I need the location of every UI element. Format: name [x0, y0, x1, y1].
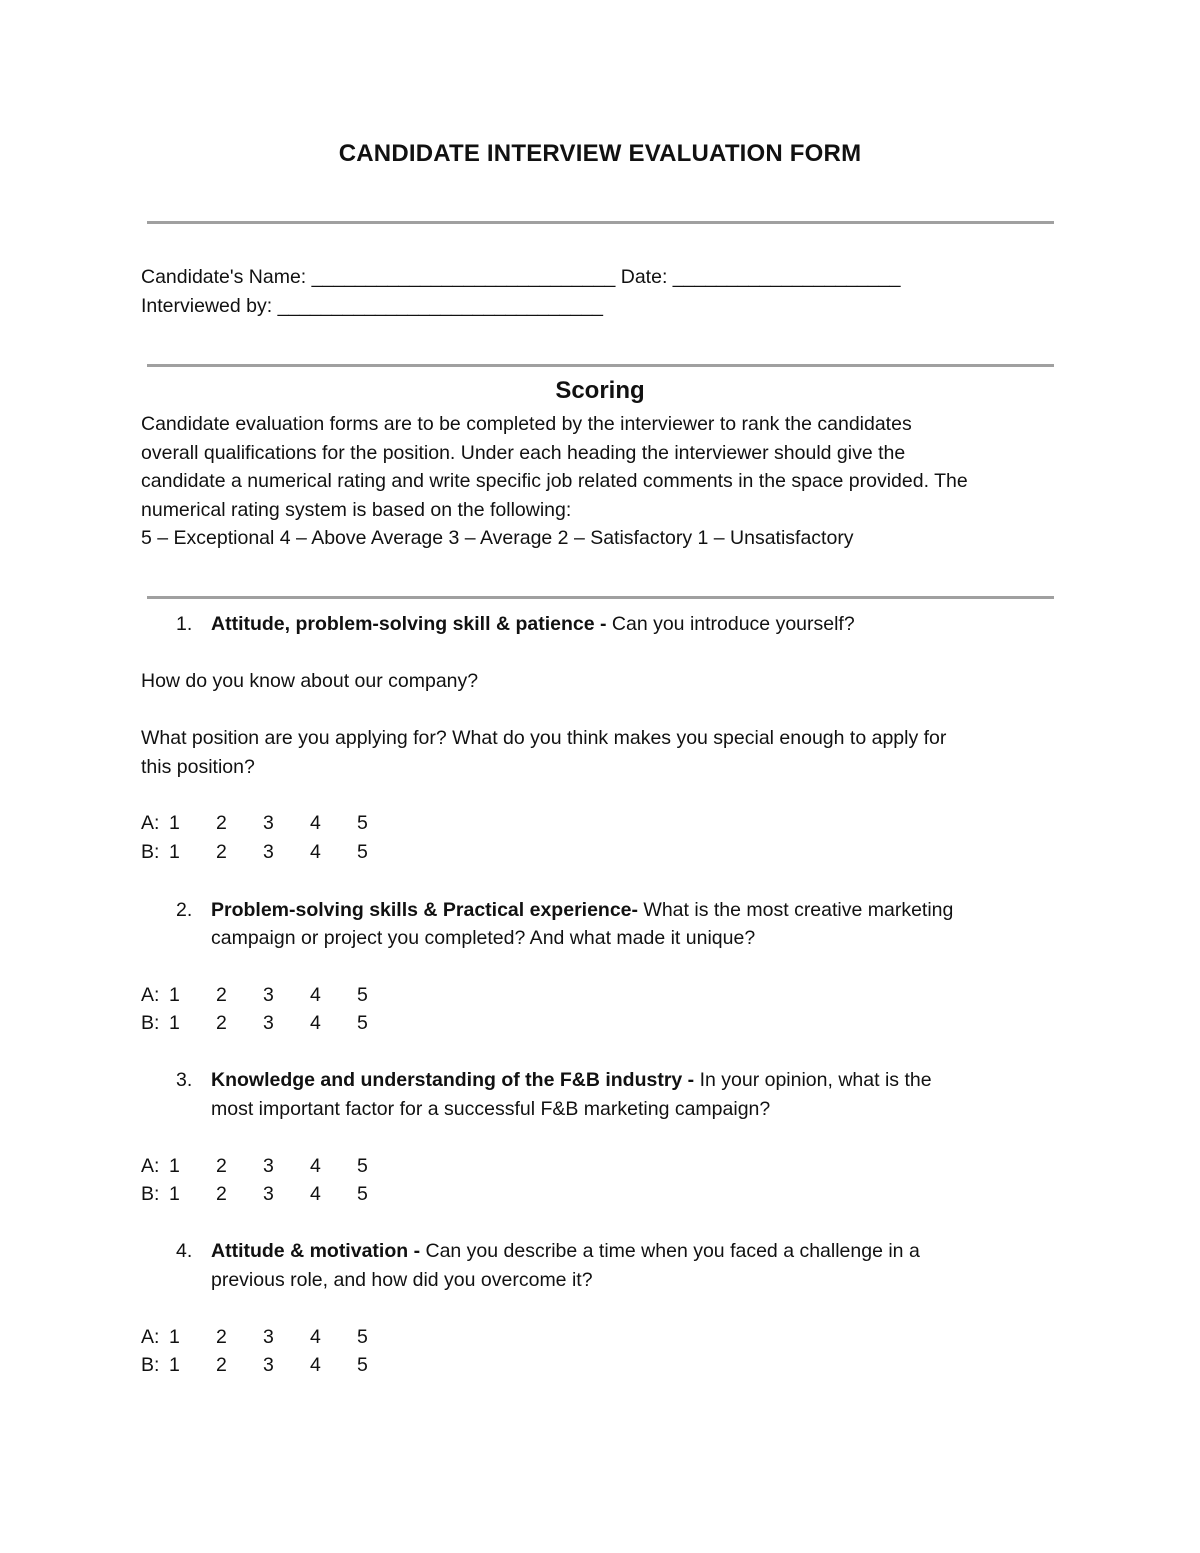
scoring-text-line: candidate a numerical rating and write specific job related comments in the space provided. The — [141, 470, 968, 492]
candidate-info-line — [141, 263, 1061, 292]
question-3 — [211, 1066, 932, 1095]
rating-option[interactable]: 3 — [263, 1183, 274, 1205]
question-text: What position are you applying for? What do you think makes you special enough to apply for — [141, 727, 947, 749]
date-label: Date: — [620, 266, 668, 288]
rating-option[interactable]: 4 — [310, 812, 321, 834]
rating-option[interactable]: 1 — [169, 1183, 180, 1205]
rating-option[interactable]: 2 — [216, 1183, 227, 1205]
rating-option[interactable]: 4 — [310, 1183, 321, 1205]
rating-option[interactable]: 2 — [216, 1326, 227, 1348]
question-text: most important factor for a successful F&B marketing campaign? — [211, 1098, 771, 1120]
question-heading: Knowledge and understanding of the F&B industry - — [211, 1069, 700, 1091]
question-heading: Problem-solving skills & Practical experience- — [211, 899, 639, 921]
rating-option[interactable]: 1 — [169, 984, 180, 1006]
rating-option[interactable]: 3 — [263, 841, 274, 863]
rating-option[interactable]: 3 — [263, 812, 274, 834]
question-text: Can you introduce yourself? — [611, 613, 855, 635]
rating-option[interactable]: 5 — [357, 1155, 368, 1177]
rating-option[interactable]: 5 — [357, 1354, 368, 1376]
question-text: What is the most creative marketing — [638, 899, 954, 921]
rating-label: A: — [141, 1326, 160, 1348]
question-2 — [211, 896, 953, 925]
question-heading: Attitude, problem-solving skill & patience - — [211, 613, 612, 635]
rating-label: B: — [141, 1183, 160, 1205]
rating-label: A: — [141, 984, 160, 1006]
rating-option[interactable]: 5 — [357, 1326, 368, 1348]
rating-option[interactable]: 4 — [310, 1012, 321, 1034]
rating-option[interactable]: 1 — [169, 1354, 180, 1376]
rating-option[interactable]: 5 — [357, 1012, 368, 1034]
question-1 — [211, 610, 855, 639]
rating-option[interactable]: 2 — [216, 984, 227, 1006]
rating-option[interactable]: 1 — [169, 841, 180, 863]
rating-option[interactable]: 3 — [263, 1326, 274, 1348]
rating-option[interactable]: 5 — [357, 841, 368, 863]
rating-option[interactable]: 5 — [357, 812, 368, 834]
question-text: previous role, and how did you overcome it? — [211, 1269, 593, 1291]
divider — [147, 221, 1054, 224]
rating-option[interactable]: 5 — [357, 984, 368, 1006]
question-text: campaign or project you completed? And what made it unique? — [211, 927, 756, 949]
rating-label: A: — [141, 1155, 160, 1177]
rating-option[interactable]: 5 — [357, 1183, 368, 1205]
rating-option[interactable]: 2 — [216, 1155, 227, 1177]
interviewer-line — [141, 292, 1061, 321]
page-title: CANDIDATE INTERVIEW EVALUATION FORM — [338, 140, 862, 167]
question-number: 2. — [176, 899, 193, 921]
rating-option[interactable]: 2 — [216, 1012, 227, 1034]
rating-option[interactable]: 2 — [216, 1354, 227, 1376]
question-4 — [211, 1237, 920, 1266]
rating-label: B: — [141, 1012, 160, 1034]
rating-option[interactable]: 3 — [263, 1354, 274, 1376]
interviewed-by-field[interactable]: ______________________________ — [277, 295, 603, 317]
rating-option[interactable]: 4 — [310, 1155, 321, 1177]
scoring-text-line: Candidate evaluation forms are to be completed by the interviewer to rank the candidates — [141, 413, 912, 435]
question-text: In your opinion, what is the — [699, 1069, 932, 1091]
rating-option[interactable]: 4 — [310, 1326, 321, 1348]
rating-option[interactable]: 1 — [169, 1326, 180, 1348]
scoring-text-line: overall qualifications for the position. Under each heading the interviewer should give the — [141, 442, 906, 464]
rating-option[interactable]: 1 — [169, 1012, 180, 1034]
candidate-name-field[interactable]: ____________________________ — [311, 266, 616, 288]
rating-option[interactable]: 3 — [263, 984, 274, 1006]
question-text: How do you know about our company? — [141, 670, 479, 692]
rating-option[interactable]: 3 — [263, 1155, 274, 1177]
question-text: Can you describe a time when you faced a challenge in a — [425, 1240, 920, 1262]
rating-option[interactable]: 4 — [310, 984, 321, 1006]
rating-option[interactable]: 1 — [169, 1155, 180, 1177]
rating-option[interactable]: 4 — [310, 841, 321, 863]
scoring-heading: Scoring — [555, 377, 645, 404]
question-number: 3. — [176, 1069, 193, 1091]
question-heading: Attitude & motivation - — [211, 1240, 426, 1262]
rating-option[interactable]: 2 — [216, 812, 227, 834]
rating-label: B: — [141, 1354, 160, 1376]
interviewed-by-label: Interviewed by: — [141, 295, 273, 317]
candidate-name-label: Candidate's Name: — [141, 266, 307, 288]
question-number: 4. — [176, 1240, 193, 1262]
rating-scale-legend: 5 – Exceptional 4 – Above Average 3 – Average 2 – Satisfactory 1 – Unsatisfactory — [141, 527, 854, 549]
rating-option[interactable]: 4 — [310, 1354, 321, 1376]
date-field[interactable]: _____________________ — [672, 266, 901, 288]
rating-option[interactable]: 3 — [263, 1012, 274, 1034]
divider — [147, 364, 1054, 367]
rating-option[interactable]: 1 — [169, 812, 180, 834]
rating-label: B: — [141, 841, 160, 863]
divider — [147, 596, 1054, 599]
question-text: this position? — [141, 756, 255, 778]
scoring-text-line: numerical rating system is based on the following: — [141, 499, 572, 521]
rating-option[interactable]: 2 — [216, 841, 227, 863]
question-number: 1. — [176, 613, 193, 635]
rating-label: A: — [141, 812, 160, 834]
